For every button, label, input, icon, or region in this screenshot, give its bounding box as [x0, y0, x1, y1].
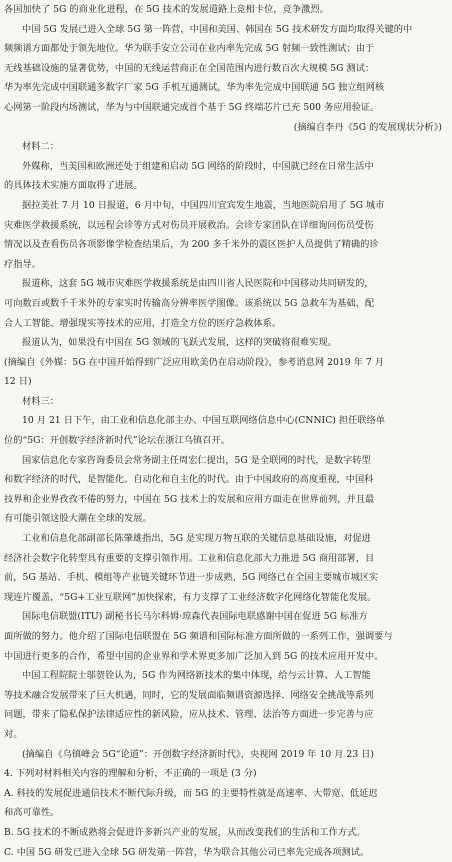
text-line: 情况以及查看伤员各项影像学检查结果后，为 200 多千米外的震区医护人员提供了精确的诊: [4, 239, 379, 251]
source-citation: 12 日): [4, 376, 32, 388]
text-line: 现连片覆盖，“5G+工业互联网”加快探索，有力支撑了工业经济数字化网络化智能化发展。: [4, 591, 377, 603]
source-citation: (摘编自李丹《5G 的发展现状分析》): [293, 121, 442, 133]
text-line: 频频谱方面都处于领先地位。华为联手安立公司在业内率先完成 5G 射频一致性测试；由于: [4, 43, 375, 55]
answer-option-a-continued: 和高可靠性。: [4, 807, 60, 819]
text-line: 国际电信联盟(ITU) 副秘书长马尔科姆·琼森代表国际电联感谢中国在促进 5G 标准方: [22, 611, 368, 623]
text-line: 对。: [4, 728, 23, 740]
answer-option-c: C. 中国 5G 研发已进入全球 5G 研发第一阵营，华为联合其他公司已率先完成各项测试。: [4, 846, 370, 858]
text-line: 合人工智能、增强现实等技术的应用，打造全方位的医疗急救体系。: [4, 317, 282, 329]
text-line: 无线基础设施的显著优势，中国的无线运营商正在全国范围内进行数百次大规模 5G 测试：: [4, 62, 375, 74]
text-line: 据拉美社 7 月 10 日报道，6 月中旬，中国四川宜宾发生地震，当地医院启用了 5G 城市: [22, 199, 385, 211]
question-stem: 4. 下列对材料相关内容的理解和分析，不正确的一项是 (3 分): [4, 768, 257, 780]
section-heading: 材料三：: [22, 395, 59, 407]
source-citation: (摘编自《外媒：5G 在中国开始得到广泛应用欧美仍在启动阶段》，参考消息网 2019 年 7 月: [4, 356, 384, 368]
answer-option-a: A. 科技的发展促进通信技术不断代际升级，而 5G 的主要特性就是高速率、大带宽、低延迟: [4, 787, 378, 799]
text-line: 有可能引领这股大潮在全球的发展。: [4, 513, 152, 525]
text-line: 的具体技术实施方面取得了进展。: [4, 180, 143, 192]
text-line: 报道称，这套 5G 城市灾难医学救援系统是由四川省人民医院和中国移动共同研发的，: [22, 278, 374, 290]
text-line: 心网第一阶段内场测试，华为与中国联通完成首个基于 5G 终端芯片已充 500 务应用验证。: [4, 101, 380, 113]
text-line: 面所做的努力。他介绍了国际电信联盟在 5G 频谱和国际标准方面所做的一系列工作，强调要与: [4, 631, 393, 642]
text-line: 国家信息化专家咨询委员会常务副主任周宏仁提出，5G 是全联网的时代，是数字转型: [22, 454, 371, 466]
text-line: 中国工程院院士邬贺铨认为，5G 作为网络新技术的集中体现，给与云计算、人工智能: [22, 670, 371, 682]
text-line: 华为率先完成中国联通多数字厂家 5G 手机互通测试，华为率先完成中国联通 5G 独立组网核: [4, 82, 385, 94]
text-line: 可向数百或数千千米外的专家实时传输高分辨率医学图像。该系统以 5G 急救车为基础，配: [4, 297, 375, 309]
text-line: 位的“5G：开创数字经济新时代”论坛在浙江乌镇召开。: [4, 435, 231, 447]
text-line: 外媒称，当美国和欧洲还处于组建和启动 5G 网络的阶段时，中国就已经在日常生活中: [22, 160, 374, 172]
text-line: 灾难医学救援系统，以远程会诊等方式对伤员开展救治。会诊专家团队在详细询问伤员受伤: [4, 219, 374, 231]
text-line: 各国加快了 5G 的商业化进程，在 5G 技术的发展道路上竞相卡位，竞争激烈。: [4, 4, 329, 15]
text-line: 前，5G 基站、手机、模组等产业链关键环节进一步成熟，5G 网络已在全国主要城市城区实: [4, 572, 379, 584]
text-line: 经济社会数字化转型具有重要的支撑引领作用。工业和信息化部大力推进 5G 商用部署，目: [4, 552, 375, 564]
answer-option-b: B. 5G 技术的不断成熟将会促进许多新兴产业的发展，从而改变我们的生活和工作方式。: [4, 826, 366, 838]
text-line: 问题，带来了隐私保护法律适应性的新风险，应从技术、管理、法治等方面进一步完善与应: [4, 709, 374, 721]
text-line: 报道认为，如果没有中国在 5G 领域的飞跃式发展，这样的突破将很难实现。: [22, 337, 337, 349]
text-line: 疗指导。: [4, 258, 41, 270]
text-line: 中国 5G 发展已进入全球 5G 第一阵营，中国和美国、韩国在 5G 技术研发方面均取得关键的中: [22, 23, 413, 35]
text-line: 工业和信息化部副部长陈肇雄指出，5G 是实现万物互联的关键信息基础设施，对促进: [22, 533, 371, 545]
source-citation: (摘编自《乌镇峰会 5G“论道”：开创数字经济新时代》，央视网 2019 年 10 月 23 日): [22, 748, 375, 760]
text-line: 中国进行更多的合作，希望中国的企业界和学术界更多加广泛加入到 5G 的技术应用开发中。: [4, 650, 384, 662]
text-line: 和数字经济的时代，是智能化、自动化和自主化的时代。由于中国政府的高度重视，中国科: [4, 474, 374, 486]
text-line: 技界和企业界孜孜不倦的努力，中国在 5G 技术上的发展和应用方面走在世界前列，并且最: [4, 493, 375, 505]
section-heading: 材料二：: [22, 141, 59, 153]
text-line: 等技术融合发展带来了巨大机遇，同时，它的发展面临频谱资源选择、网络安全挑战等系列: [4, 689, 374, 701]
text-line: 10 月 21 日下午，由工业和信息化部主办、中国互联网络信息中心(CNNIC) 担任联络单: [22, 415, 386, 427]
